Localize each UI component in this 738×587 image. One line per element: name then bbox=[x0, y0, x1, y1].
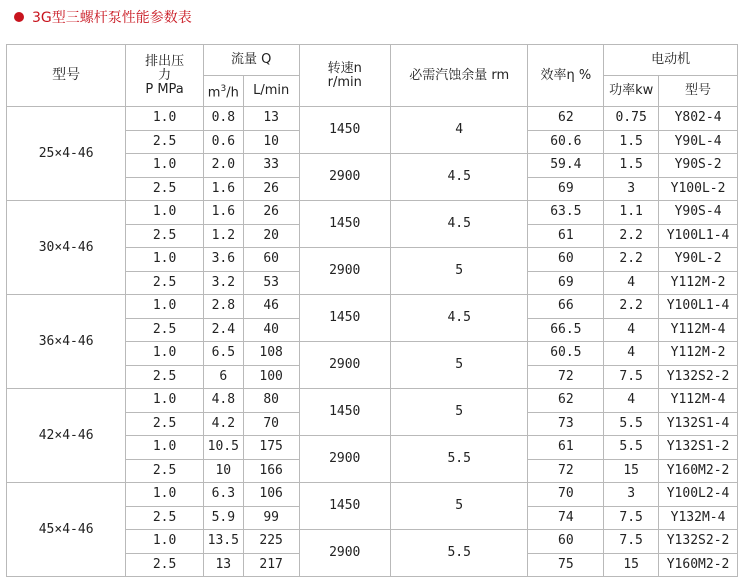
motor-power-cell: 15 bbox=[604, 459, 659, 483]
motor-power-cell: 0.75 bbox=[604, 107, 659, 131]
pressure-cell: 1.0 bbox=[126, 201, 204, 225]
motor-power-cell: 4 bbox=[604, 271, 659, 295]
motor-power-cell: 1.5 bbox=[604, 130, 659, 154]
motor-model-cell: Y112M-4 bbox=[659, 318, 738, 342]
motor-model-cell: Y100L2-4 bbox=[659, 483, 738, 507]
header-motor-model: 型号 bbox=[659, 76, 738, 107]
flow-m3h-cell: 1.6 bbox=[203, 201, 243, 225]
motor-power-cell: 5.5 bbox=[604, 436, 659, 460]
motor-model-cell: Y132S2-2 bbox=[659, 530, 738, 554]
table-row bbox=[7, 295, 738, 319]
motor-power-cell: 5.5 bbox=[604, 412, 659, 436]
header-motor-power: 功率kw bbox=[604, 76, 659, 107]
pressure-cell: 1.0 bbox=[126, 389, 204, 413]
flow-lmin-cell: 80 bbox=[243, 389, 299, 413]
header-efficiency: 效率η % bbox=[528, 45, 604, 107]
motor-model-cell: Y112M-2 bbox=[659, 271, 738, 295]
speed-cell: 1450 bbox=[299, 201, 390, 248]
efficiency-cell: 72 bbox=[528, 365, 604, 389]
efficiency-cell: 69 bbox=[528, 271, 604, 295]
efficiency-cell: 62 bbox=[528, 107, 604, 131]
motor-model-cell: Y90S-4 bbox=[659, 201, 738, 225]
pressure-cell: 1.0 bbox=[126, 530, 204, 554]
title-row bbox=[14, 6, 192, 28]
npsh-cell: 5 bbox=[390, 483, 528, 530]
npsh-cell: 5.5 bbox=[390, 530, 528, 577]
efficiency-cell: 66 bbox=[528, 295, 604, 319]
model-cell: 36×4-46 bbox=[7, 295, 126, 389]
motor-power-cell: 7.5 bbox=[604, 365, 659, 389]
model-cell: 25×4-46 bbox=[7, 107, 126, 201]
speed-cell: 1450 bbox=[299, 295, 390, 342]
flow-lmin-cell: 26 bbox=[243, 201, 299, 225]
table-row bbox=[7, 107, 738, 131]
motor-model-cell: Y132M-4 bbox=[659, 506, 738, 530]
motor-power-cell: 1.5 bbox=[604, 154, 659, 178]
npsh-cell: 4.5 bbox=[390, 201, 528, 248]
efficiency-cell: 60.5 bbox=[528, 342, 604, 366]
flow-m3h-cell: 13.5 bbox=[203, 530, 243, 554]
motor-model-cell: Y90L-4 bbox=[659, 130, 738, 154]
page-title: 3G型三螺杆泵性能参数表 bbox=[32, 10, 192, 26]
efficiency-cell: 61 bbox=[528, 224, 604, 248]
model-cell: 30×4-46 bbox=[7, 201, 126, 295]
pressure-cell: 2.5 bbox=[126, 318, 204, 342]
motor-model-cell: Y132S1-2 bbox=[659, 436, 738, 460]
flow-m3h-cell: 2.8 bbox=[203, 295, 243, 319]
efficiency-cell: 73 bbox=[528, 412, 604, 436]
flow-m3h-cell: 10 bbox=[203, 459, 243, 483]
flow-m3h-cell: 4.8 bbox=[203, 389, 243, 413]
flow-m3h-cell: 13 bbox=[203, 553, 243, 577]
flow-m3h-cell: 3.2 bbox=[203, 271, 243, 295]
motor-model-cell: Y100L-2 bbox=[659, 177, 738, 201]
motor-model-cell: Y132S2-2 bbox=[659, 365, 738, 389]
efficiency-cell: 61 bbox=[528, 436, 604, 460]
motor-power-cell: 4 bbox=[604, 389, 659, 413]
flow-m3h-cell: 6.3 bbox=[203, 483, 243, 507]
npsh-cell: 4.5 bbox=[390, 154, 528, 201]
motor-power-cell: 2.2 bbox=[604, 248, 659, 272]
efficiency-cell: 70 bbox=[528, 483, 604, 507]
flow-lmin-cell: 46 bbox=[243, 295, 299, 319]
flow-lmin-cell: 217 bbox=[243, 553, 299, 577]
speed-cell: 2900 bbox=[299, 342, 390, 389]
flow-m3h-cell: 10.5 bbox=[203, 436, 243, 460]
efficiency-cell: 75 bbox=[528, 553, 604, 577]
pressure-cell: 1.0 bbox=[126, 295, 204, 319]
motor-model-cell: Y132S1-4 bbox=[659, 412, 738, 436]
efficiency-cell: 72 bbox=[528, 459, 604, 483]
efficiency-cell: 74 bbox=[528, 506, 604, 530]
header-speed: 转速n r/min bbox=[299, 45, 390, 107]
flow-lmin-cell: 53 bbox=[243, 271, 299, 295]
flow-m3h-cell: 3.6 bbox=[203, 248, 243, 272]
npsh-cell: 4.5 bbox=[390, 295, 528, 342]
flow-lmin-cell: 20 bbox=[243, 224, 299, 248]
table-row bbox=[7, 483, 738, 507]
pressure-cell: 1.0 bbox=[126, 342, 204, 366]
flow-lmin-cell: 106 bbox=[243, 483, 299, 507]
pressure-cell: 2.5 bbox=[126, 459, 204, 483]
header-motor: 电动机 bbox=[604, 45, 738, 76]
pressure-cell: 2.5 bbox=[126, 553, 204, 577]
npsh-cell: 5 bbox=[390, 389, 528, 436]
efficiency-cell: 62 bbox=[528, 389, 604, 413]
pressure-cell: 1.0 bbox=[126, 248, 204, 272]
speed-cell: 2900 bbox=[299, 530, 390, 577]
speed-cell: 1450 bbox=[299, 107, 390, 154]
efficiency-cell: 66.5 bbox=[528, 318, 604, 342]
table-row bbox=[7, 389, 738, 413]
flow-m3h-cell: 0.6 bbox=[203, 130, 243, 154]
motor-model-cell: Y90S-2 bbox=[659, 154, 738, 178]
efficiency-cell: 63.5 bbox=[528, 201, 604, 225]
pressure-cell: 1.0 bbox=[126, 154, 204, 178]
flow-m3h-cell: 1.2 bbox=[203, 224, 243, 248]
flow-m3h-cell: 6.5 bbox=[203, 342, 243, 366]
pressure-cell: 2.5 bbox=[126, 130, 204, 154]
motor-model-cell: Y112M-4 bbox=[659, 389, 738, 413]
pressure-cell: 2.5 bbox=[126, 506, 204, 530]
flow-lmin-cell: 108 bbox=[243, 342, 299, 366]
pressure-cell: 2.5 bbox=[126, 412, 204, 436]
pressure-cell: 2.5 bbox=[126, 271, 204, 295]
npsh-cell: 5 bbox=[390, 342, 528, 389]
header-flow-lmin: L/min bbox=[243, 76, 299, 107]
pressure-cell: 1.0 bbox=[126, 436, 204, 460]
flow-lmin-cell: 33 bbox=[243, 154, 299, 178]
motor-model-cell: Y160M2-2 bbox=[659, 553, 738, 577]
npsh-cell: 5 bbox=[390, 248, 528, 295]
flow-lmin-cell: 40 bbox=[243, 318, 299, 342]
flow-lmin-cell: 100 bbox=[243, 365, 299, 389]
pressure-cell: 2.5 bbox=[126, 177, 204, 201]
motor-power-cell: 4 bbox=[604, 342, 659, 366]
flow-lmin-cell: 70 bbox=[243, 412, 299, 436]
efficiency-cell: 60 bbox=[528, 248, 604, 272]
performance-table bbox=[6, 44, 738, 577]
flow-lmin-cell: 175 bbox=[243, 436, 299, 460]
speed-cell: 2900 bbox=[299, 154, 390, 201]
header-flow-m3h: $m^3/h$ bbox=[203, 76, 243, 107]
motor-power-cell: 15 bbox=[604, 553, 659, 577]
motor-power-cell: 1.1 bbox=[604, 201, 659, 225]
efficiency-cell: 60.6 bbox=[528, 130, 604, 154]
speed-cell: 1450 bbox=[299, 483, 390, 530]
flow-lmin-cell: 225 bbox=[243, 530, 299, 554]
flow-m3h-cell: 2.0 bbox=[203, 154, 243, 178]
header-model: 型号 bbox=[7, 45, 126, 107]
header-npsh: 必需汽蚀余量 rm bbox=[390, 45, 528, 107]
flow-lmin-cell: 13 bbox=[243, 107, 299, 131]
efficiency-cell: 60 bbox=[528, 530, 604, 554]
npsh-cell: 5.5 bbox=[390, 436, 528, 483]
motor-model-cell: Y90L-2 bbox=[659, 248, 738, 272]
flow-lmin-cell: 26 bbox=[243, 177, 299, 201]
pressure-cell: 2.5 bbox=[126, 224, 204, 248]
motor-power-cell: 2.2 bbox=[604, 295, 659, 319]
flow-m3h-cell: 1.6 bbox=[203, 177, 243, 201]
flow-m3h-cell: 0.8 bbox=[203, 107, 243, 131]
npsh-cell: 4 bbox=[390, 107, 528, 154]
bullet-icon bbox=[14, 12, 24, 22]
flow-m3h-cell: 4.2 bbox=[203, 412, 243, 436]
flow-lmin-cell: 166 bbox=[243, 459, 299, 483]
motor-power-cell: 3 bbox=[604, 177, 659, 201]
efficiency-cell: 69 bbox=[528, 177, 604, 201]
motor-model-cell: Y100L1-4 bbox=[659, 224, 738, 248]
flow-m3h-cell: 6 bbox=[203, 365, 243, 389]
motor-power-cell: 7.5 bbox=[604, 530, 659, 554]
flow-lmin-cell: 60 bbox=[243, 248, 299, 272]
speed-cell: 2900 bbox=[299, 248, 390, 295]
motor-model-cell: Y112M-2 bbox=[659, 342, 738, 366]
flow-m3h-cell: 2.4 bbox=[203, 318, 243, 342]
motor-power-cell: 4 bbox=[604, 318, 659, 342]
pressure-cell: 1.0 bbox=[126, 483, 204, 507]
efficiency-cell: 59.4 bbox=[528, 154, 604, 178]
pressure-cell: 2.5 bbox=[126, 365, 204, 389]
motor-power-cell: 2.2 bbox=[604, 224, 659, 248]
flow-lmin-cell: 10 bbox=[243, 130, 299, 154]
table-row bbox=[7, 201, 738, 225]
header-pressure: 排出压 力 P MPa bbox=[126, 45, 204, 107]
model-cell: 45×4-46 bbox=[7, 483, 126, 577]
speed-cell: 1450 bbox=[299, 389, 390, 436]
motor-model-cell: Y100L1-4 bbox=[659, 295, 738, 319]
model-cell: 42×4-46 bbox=[7, 389, 126, 483]
motor-power-cell: 7.5 bbox=[604, 506, 659, 530]
header-flow: 流量 Q bbox=[203, 45, 299, 76]
motor-model-cell: Y160M2-2 bbox=[659, 459, 738, 483]
flow-m3h-cell: 5.9 bbox=[203, 506, 243, 530]
flow-lmin-cell: 99 bbox=[243, 506, 299, 530]
motor-power-cell: 3 bbox=[604, 483, 659, 507]
pressure-cell: 1.0 bbox=[126, 107, 204, 131]
motor-model-cell: Y802-4 bbox=[659, 107, 738, 131]
speed-cell: 2900 bbox=[299, 436, 390, 483]
